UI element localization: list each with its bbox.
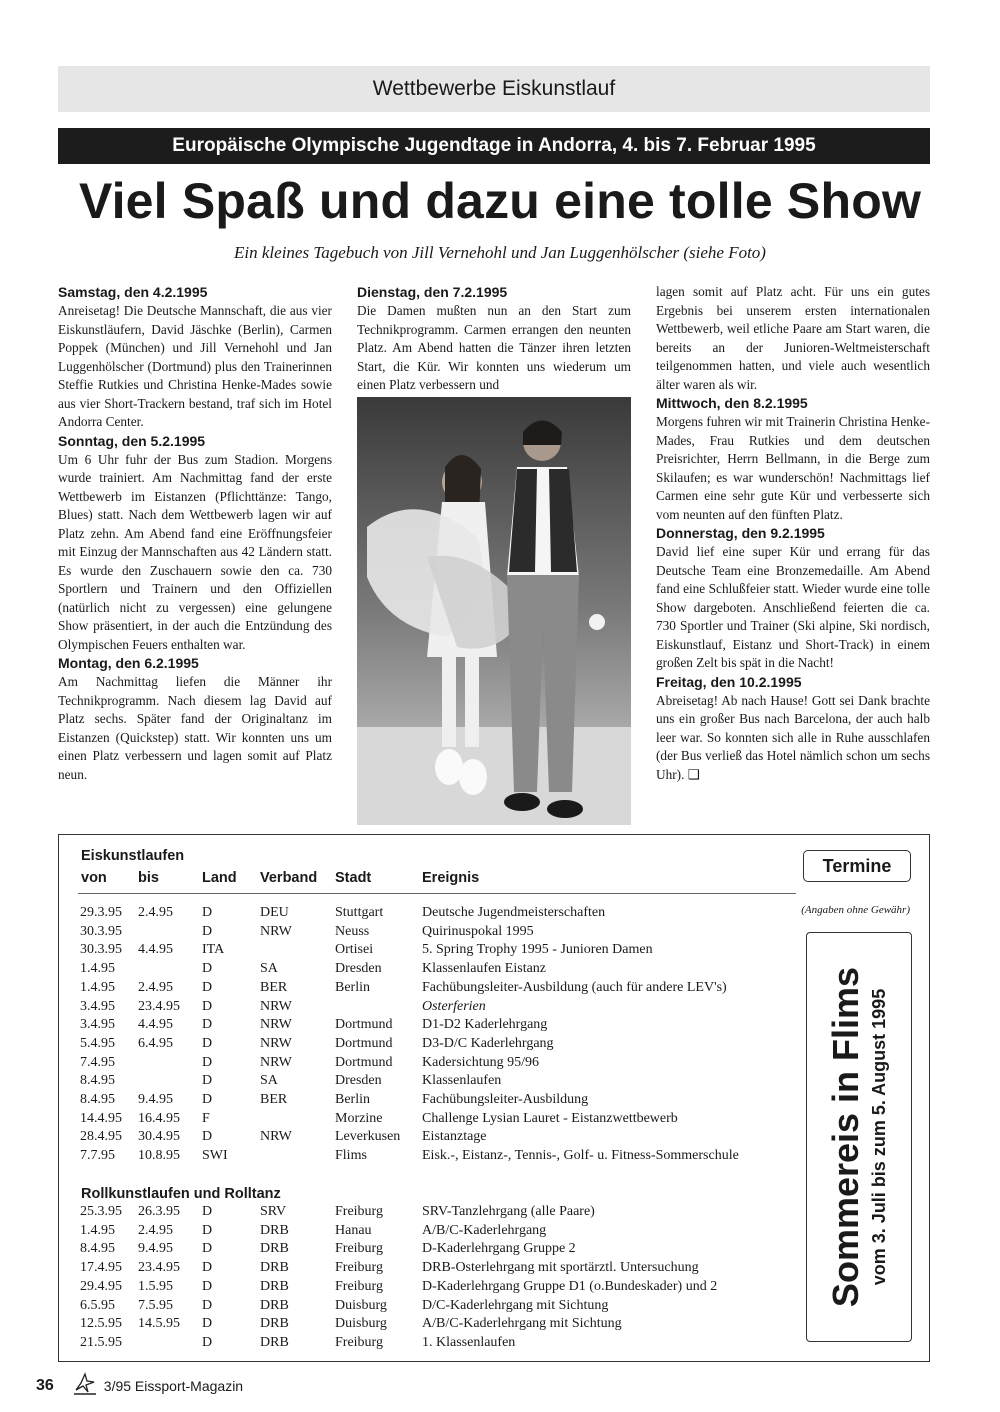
table-cell: DRB: [260, 1222, 289, 1238]
day-heading: Donnerstag, den 9.2.1995: [656, 525, 825, 541]
table-row: [80, 1036, 780, 1055]
table-cell: SWI: [202, 1148, 228, 1164]
article-column-1: [58, 283, 332, 784]
table-cell: Eisk.-, Eistanz-, Tennis-, Golf- u. Fitness-Sommerschule: [422, 1148, 739, 1164]
table-cell: DEU: [260, 905, 289, 920]
day-paragraph: David lief eine super Kür und errang für das Deutsche Team eine Bronzemedaille. Am Abend fand eine Schlußfeier statt. Wieder wurde eine tolle Show dargeboten. Anschließend feierten die ca. 730 Sportler und Trainer (Ski alpine, Ski nordisch, Eiskunstlauf, Eistanz und Short-Track) in einem großen Zelt bis spät in die Nacht!: [656, 544, 930, 670]
table-cell: BER: [260, 1092, 288, 1107]
table-cell: Klassenlaufen Eistanz: [422, 961, 547, 977]
sommereis-title: Sommereis in Flims: [825, 966, 866, 1308]
table-cell: 14.4.95: [80, 1110, 122, 1126]
day-paragraph: Am Nachmittag liefen die Männer ihr Technikprogramm. Nach diesem lag David auf Platz sechs. Später fand der Originaltanz im Eistanzen (Quickstep) statt. Wir konnten uns um einen Platz verbessern und lagen somit auf Platz neun.: [58, 674, 332, 782]
table-cell: DRB: [260, 1260, 289, 1276]
table-cell: D/C-Kaderlehrgang mit Sichtung: [422, 1297, 609, 1313]
table-cell: Hanau: [335, 1222, 372, 1238]
day-paragraph: Die Damen mußten nun an den Start zum Technikprogramm. Carmen errangen den neunten Platz. Am Abend hatten die Tänzer ihren letzten Start, die Kür. Wir konnten uns wiederum um einen Platz verbessern und: [357, 303, 631, 392]
table-cell: 10.8.95: [138, 1148, 180, 1164]
table-cell: D: [202, 1241, 213, 1257]
section-eiskunstlaufen: Eiskunstlaufen: [81, 848, 185, 864]
event-banner: Europäische Olympische Jugendtage in Andorra, 4. bis 7. Februar 1995: [58, 128, 930, 164]
table-cell: 29.4.95: [80, 1278, 122, 1294]
table-cell: 1.5.95: [138, 1278, 173, 1294]
disclaimer-note: (Angaben ohne Gewähr): [801, 904, 910, 916]
table-cell: 16.4.95: [138, 1110, 180, 1126]
table-cell: Freiburg: [335, 1204, 383, 1219]
table-row: [80, 1129, 780, 1148]
table-cell: D: [202, 1073, 213, 1089]
table-cell: 28.4.95: [80, 1129, 122, 1145]
table-cell: Duisburg: [335, 1297, 387, 1313]
table-cell: Stuttgart: [335, 905, 384, 920]
table-cell: Dresden: [335, 961, 382, 977]
table-cell: D: [202, 1316, 213, 1332]
table-cell: SRV: [260, 1204, 287, 1219]
table-cell: Dortmund: [335, 1054, 393, 1070]
header-divider: [78, 893, 796, 894]
table-row: [80, 961, 780, 980]
table-row: [80, 1335, 780, 1354]
table-cell: Dortmund: [335, 1035, 393, 1051]
table-cell: Berlin: [335, 1092, 370, 1107]
issue-label: 3/95 Eissport-Magazin: [103, 1377, 244, 1394]
day-heading: Samstag, den 4.2.1995: [58, 284, 208, 300]
page-footer: [36, 1372, 243, 1399]
table-cell: SA: [260, 1073, 278, 1089]
day-heading: Mittwoch, den 8.2.1995: [656, 395, 808, 411]
table-cell: D: [202, 1260, 213, 1276]
table-cell: NRW: [260, 1035, 292, 1051]
table-cell: D: [202, 1278, 213, 1294]
day-heading: Dienstag, den 7.2.1995: [357, 284, 508, 300]
table-row: [80, 1316, 780, 1335]
table-cell: 23.4.95: [138, 998, 180, 1014]
table-cell: Freiburg: [335, 1334, 383, 1350]
section-title: Wettbewerbe Eiskunstlauf: [58, 66, 930, 112]
col-header-bis: bis: [138, 870, 159, 886]
table-row: [80, 1241, 780, 1260]
table-row: [80, 1017, 780, 1036]
byline: Ein kleines Tagebuch von Jill Vernehohl und Jan Luggenhölscher (siehe Foto): [234, 243, 766, 262]
page-number: 36: [36, 1376, 54, 1394]
table-row: [80, 1298, 780, 1317]
table-cell: Osterferien: [422, 998, 486, 1014]
table-cell: 26.3.95: [138, 1204, 180, 1219]
col-header-ereignis: Ereignis: [422, 870, 480, 886]
table-cell: 1.4.95: [80, 1222, 115, 1238]
table-cell: ITA: [202, 942, 225, 958]
table-cell: 1.4.95: [80, 961, 115, 977]
table-cell: DRB: [260, 1241, 289, 1257]
day-paragraph: lagen somit auf Platz acht. Für uns ein gutes Ergebnis bei unserem ersten internationalen Wettbewerb, weil etliche Paare am Start waren, die bereits an der Junioren-Weltmeisterschaft teilgenommen hatten, und viele auch wesentlich älter waren als wir.: [656, 284, 930, 392]
table-cell: DRB: [260, 1316, 289, 1332]
table-cell: NRW: [260, 1129, 292, 1145]
table-cell: DRB: [260, 1278, 289, 1294]
table-cell: 17.4.95: [80, 1260, 122, 1276]
day-paragraph: Abreisetag! Ab nach Hause! Gott sei Dank brachte uns ein großer Bus nach Barcelona, der auch halb leer war. So konnten sich alle in Ruhe ausschlafen (der Bus verließ das Hotel nämlich schon um sechs Uhr). ❑: [656, 692, 930, 782]
table-cell: Dortmund: [335, 1017, 393, 1033]
table-cell: A/B/C-Kaderlehrgang: [422, 1222, 547, 1238]
table-cell: NRW: [260, 1054, 292, 1070]
table-row: [80, 942, 780, 961]
termine-label: Termine: [803, 850, 911, 882]
table-cell: 8.4.95: [80, 1241, 115, 1257]
table-row: [80, 1073, 780, 1092]
table-cell: D3-D/C Kaderlehrgang: [422, 1035, 554, 1051]
table-cell: Duisburg: [335, 1316, 387, 1332]
table-cell: SRV-Tanzlehrgang (alle Paare): [422, 1204, 595, 1219]
table-cell: Leverkusen: [335, 1129, 401, 1145]
table-cell: Neuss: [335, 923, 370, 939]
table-cell: Morzine: [335, 1110, 383, 1126]
table-cell: 8.4.95: [80, 1073, 115, 1089]
day-heading: Sonntag, den 5.2.1995: [58, 432, 206, 449]
day-heading: Montag, den 6.2.1995: [58, 655, 199, 671]
table-row: [80, 1223, 780, 1242]
table-cell: 30.4.95: [138, 1129, 180, 1145]
table-cell: Fachübungsleiter-Ausbildung: [422, 1092, 589, 1107]
table-cell: DRB: [260, 1297, 289, 1313]
article-column-2: [357, 283, 631, 395]
table-cell: D: [202, 979, 213, 995]
article-column-3: [656, 283, 930, 784]
table-row: [80, 999, 780, 1018]
table-cell: 7.4.95: [80, 1054, 115, 1070]
table-cell: 29.3.95: [80, 905, 122, 920]
table-cell: 9.4.95: [138, 1092, 173, 1107]
table-cell: BER: [260, 979, 288, 995]
table-cell: 4.4.95: [138, 942, 173, 958]
table-cell: D: [202, 998, 213, 1014]
table-row: [80, 1260, 780, 1279]
table-cell: 7.5.95: [138, 1297, 173, 1313]
table-cell: Quirinuspokal 1995: [422, 923, 534, 939]
table-cell: 1. Klassenlaufen: [422, 1334, 516, 1350]
table-cell: 30.3.95: [80, 942, 122, 958]
table-cell: 30.3.95: [80, 923, 122, 939]
table-cell: 23.4.95: [138, 1260, 180, 1276]
table-cell: 12.5.95: [80, 1316, 122, 1332]
col-header-von: von: [81, 870, 107, 886]
table-cell: NRW: [260, 923, 292, 939]
headline: Viel Spaß und dazu eine tolle Show: [78, 173, 922, 229]
table-cell: D: [202, 923, 213, 939]
table-cell: F: [202, 1110, 210, 1126]
table-cell: 5.4.95: [80, 1035, 115, 1051]
table-cell: Berlin: [335, 979, 370, 995]
table-row: [80, 1055, 780, 1074]
table-cell: D: [202, 1297, 213, 1313]
day-paragraph: Anreisetag! Die Deutsche Mannschaft, die aus vier Eiskunstläufern, David Jäschke (Berlin), Carmen Poppek (München) und Jill Vernehohl und Jan Luggenhölscher (Dortmund) plus den Trainerinnen Steffie Rutkies und Christina Henke-Mades sowie aus vier Short-Trackern bestand, traf sich im Hotel Andorra Center.: [58, 303, 332, 429]
day-paragraph: Morgens fuhren wir mit Trainerin Christina Henke-Mades, Frau Rutkies und dem deutschen Preisrichter, Herrn Bellmann, in die Berge zum Skilaufen; es war wunderschön! Nachmittags lief Carmen eine sehr gute Kür und verbesserte sich vom neunten auf den fünften Platz.: [656, 414, 930, 522]
table-cell: D-Kaderlehrgang Gruppe 2: [422, 1241, 576, 1257]
table-cell: D: [202, 1035, 213, 1051]
table-cell: D: [202, 1334, 213, 1350]
table-cell: SA: [260, 961, 278, 977]
table-cell: 25.3.95: [80, 1204, 122, 1219]
table-cell: 2.4.95: [138, 979, 173, 995]
col-header-land: Land: [202, 870, 237, 886]
table-cell: Kadersichtung 95/96: [422, 1054, 540, 1070]
table-row: [80, 924, 780, 943]
table-cell: DRB-Osterlehrgang mit sportärztl. Untersuchung: [422, 1260, 699, 1276]
table-cell: D: [202, 961, 213, 977]
section-rollkunstlaufen: Rollkunstlaufen und Rolltanz: [81, 1186, 281, 1202]
table-cell: D-Kaderlehrgang Gruppe D1 (o.Bundeskader) und 2: [422, 1278, 718, 1294]
table-cell: D: [202, 1129, 213, 1145]
table-cell: Dresden: [335, 1073, 382, 1089]
col-header-verband: Verband: [260, 870, 318, 886]
table-cell: Eistanztage: [422, 1129, 487, 1145]
table-cell: Ortisei: [335, 942, 374, 958]
table-cell: DRB: [260, 1334, 289, 1350]
table-cell: Flims: [335, 1148, 367, 1164]
table-cell: Deutsche Jugendmeisterschaften: [422, 905, 606, 920]
table-row: [80, 1279, 780, 1298]
table-cell: 3.4.95: [80, 1017, 115, 1033]
sommereis-box: [806, 932, 912, 1342]
table-cell: D: [202, 1222, 213, 1238]
table-cell: Freiburg: [335, 1241, 383, 1257]
table-cell: 5. Spring Trophy 1995 - Junioren Damen: [422, 942, 653, 958]
table-cell: 2.4.95: [138, 905, 173, 920]
table-row: [80, 905, 780, 924]
table-cell: 8.4.95: [80, 1092, 115, 1107]
table-cell: 9.4.95: [138, 1241, 173, 1257]
table-cell: D: [202, 1017, 213, 1033]
table-cell: D: [202, 1092, 213, 1107]
table-cell: Challenge Lysian Lauret - Eistanzwettbewerb: [422, 1110, 678, 1126]
table-cell: 3.4.95: [80, 998, 115, 1014]
table-cell: Freiburg: [335, 1278, 383, 1294]
table-cell: Klassenlaufen: [422, 1073, 502, 1089]
table-cell: D1-D2 Kaderlehrgang: [422, 1017, 548, 1033]
table-cell: A/B/C-Kaderlehrgang mit Sichtung: [422, 1316, 622, 1332]
table-cell: 6.4.95: [138, 1035, 173, 1051]
table-cell: 1.4.95: [80, 979, 115, 995]
table-cell: 7.7.95: [80, 1148, 115, 1164]
table-cell: D: [202, 1204, 213, 1219]
day-heading: Freitag, den 10.2.1995: [656, 673, 802, 690]
sommereis-dates: vom 3. Juli bis zum 5. August 1995: [869, 988, 889, 1286]
skater-logo-icon: [72, 1372, 98, 1399]
skaters-photo: [357, 397, 631, 825]
table-cell: D: [202, 905, 213, 920]
table-cell: 6.5.95: [80, 1297, 115, 1313]
table-cell: Freiburg: [335, 1260, 383, 1276]
table-cell: 4.4.95: [138, 1017, 173, 1033]
col-header-stadt: Stadt: [335, 870, 372, 886]
table-cell: 2.4.95: [138, 1222, 173, 1238]
table-row: [80, 1111, 780, 1130]
table-row: [80, 1204, 780, 1223]
table-cell: 14.5.95: [138, 1316, 180, 1332]
table-cell: Fachübungsleiter-Ausbildung (auch für andere LEV's): [422, 979, 727, 995]
table-cell: NRW: [260, 998, 292, 1014]
table-row: [80, 980, 780, 999]
table-cell: D: [202, 1054, 213, 1070]
day-paragraph: Um 6 Uhr fuhr der Bus zum Stadion. Morgens wurde trainiert. Am Nachmittag fand der erste Wettbewerb im Eistanzen (Pflichttänze: Tango, Blues) statt. Nach dem Wettbewerb lagen wir auf Platz zehn. Am Abend fand eine Eröffnungsfeier mit Einzug der Mannschaften aus 42 Ländern statt. Es wurde den Zuschauern sowie den ca. 730 Sportlern und Trainern und den Offiziellen (natürlich nicht zu vergessen) eine gelungene Show präsentiert, in der auch die Entzündung des Olympischen Feuers enthalten war.: [58, 451, 332, 652]
table-row: [80, 1092, 780, 1111]
table-cell: NRW: [260, 1017, 292, 1033]
table-row: [80, 1148, 780, 1167]
table-cell: 21.5.95: [80, 1334, 122, 1350]
